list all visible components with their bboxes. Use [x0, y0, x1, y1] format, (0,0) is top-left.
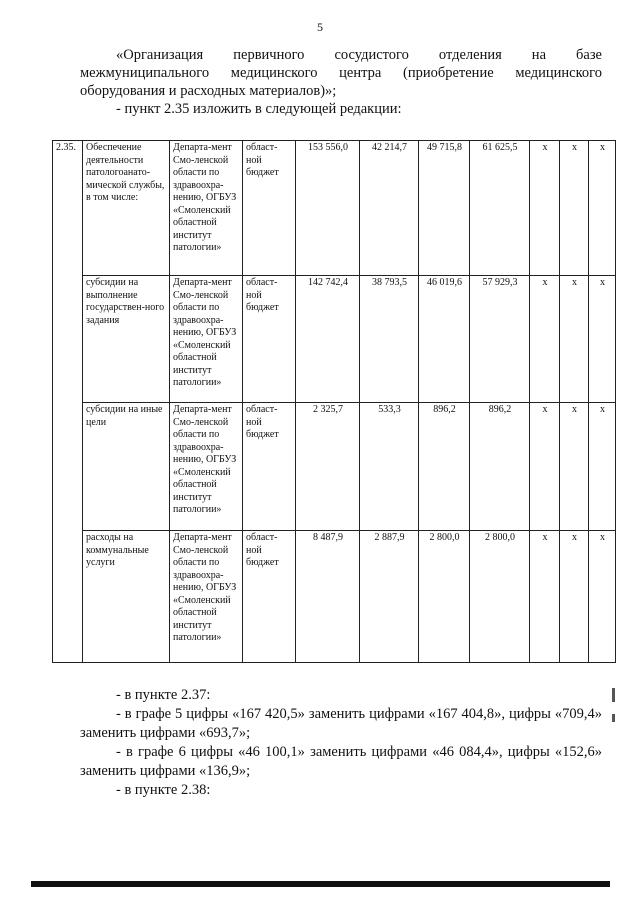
funding-source-cell: област-ной бюджет	[243, 276, 296, 403]
funding-source-cell: област-ной бюджет	[243, 403, 296, 531]
measure-name-cell: расходы на коммунальные услуги	[83, 531, 170, 663]
table-row	[53, 531, 616, 663]
intro-text	[80, 46, 602, 118]
scan-margin-mark	[612, 688, 615, 702]
year3-amount-cell: 2 800,0	[470, 531, 530, 663]
indicator-cell: х	[560, 141, 589, 276]
total-amount-cell: 8 487,9	[296, 531, 360, 663]
intro-instruction: - пункт 2.35 изложить в следующей редакции:	[116, 101, 402, 117]
year1-amount-cell: 42 214,7	[360, 141, 419, 276]
indicator-cell: х	[589, 276, 616, 403]
intro-paragraph: «Организация первичного сосудистого отделения на базе межмуниципального медицинского центра (приобретение медицинского оборудования и расходных материалов)»;	[80, 47, 602, 99]
program-table	[52, 140, 616, 663]
total-amount-cell: 142 742,4	[296, 276, 360, 403]
year2-amount-cell: 2 800,0	[419, 531, 470, 663]
amendment-line: - в пункте 2.37:	[116, 687, 211, 703]
measure-name-cell: субсидии на иные цели	[83, 403, 170, 531]
year3-amount-cell: 61 625,5	[470, 141, 530, 276]
indicator-cell: х	[530, 403, 560, 531]
indicator-cell: х	[530, 531, 560, 663]
amendment-line: - в пункте 2.38:	[116, 782, 211, 798]
indicator-cell: х	[589, 531, 616, 663]
funding-source-cell: област-ной бюджет	[243, 141, 296, 276]
year1-amount-cell: 2 887,9	[360, 531, 419, 663]
year3-amount-cell: 57 929,3	[470, 276, 530, 403]
executor-cell: Департа-мент Смо-ленской области по здравоохра-нению, ОГБУЗ «Смоленский областной институт патологии»	[170, 403, 243, 531]
amendment-line: - в графе 5 цифры «167 420,5» заменить цифрами «167 404,8», цифры «709,4» заменить цифрами «693,7»;	[80, 706, 602, 741]
year2-amount-cell: 49 715,8	[419, 141, 470, 276]
indicator-cell: х	[530, 276, 560, 403]
executor-cell: Департа-мент Смо-ленской области по здравоохра-нению, ОГБУЗ «Смоленский областной институт патологии»	[170, 531, 243, 663]
indicator-cell: х	[560, 276, 589, 403]
year2-amount-cell: 896,2	[419, 403, 470, 531]
measure-name-cell: субсидии на выполнение государствен-ного задания	[83, 276, 170, 403]
year1-amount-cell: 533,3	[360, 403, 419, 531]
funding-source-cell: област-ной бюджет	[243, 531, 296, 663]
measure-name-cell: Обеспечение деятельности патологоанато-мической службы, в том числе:	[83, 141, 170, 276]
row-number-cell: 2.35.	[53, 141, 83, 663]
table-row	[53, 141, 616, 276]
indicator-cell: х	[560, 531, 589, 663]
executor-cell: Департа-мент Смо-ленской области по здравоохра-нению, ОГБУЗ «Смоленский областной институт патологии»	[170, 141, 243, 276]
year1-amount-cell: 38 793,5	[360, 276, 419, 403]
scan-margin-mark	[612, 714, 615, 722]
amendment-line: - в графе 6 цифры «46 100,1» заменить цифрами «46 084,4», цифры «152,6» заменить цифрами «136,9»;	[80, 744, 602, 779]
amendment-text	[80, 686, 602, 800]
total-amount-cell: 2 325,7	[296, 403, 360, 531]
indicator-cell: х	[560, 403, 589, 531]
year2-amount-cell: 46 019,6	[419, 276, 470, 403]
total-amount-cell: 153 556,0	[296, 141, 360, 276]
year3-amount-cell: 896,2	[470, 403, 530, 531]
page-number: 5	[317, 20, 323, 34]
table-row	[53, 403, 616, 531]
scan-bottom-bar	[31, 881, 610, 887]
indicator-cell: х	[589, 403, 616, 531]
executor-cell: Департа-мент Смо-ленской области по здравоохра-нению, ОГБУЗ «Смоленский областной институт патологии»	[170, 276, 243, 403]
indicator-cell: х	[589, 141, 616, 276]
table-row	[53, 276, 616, 403]
indicator-cell: х	[530, 141, 560, 276]
